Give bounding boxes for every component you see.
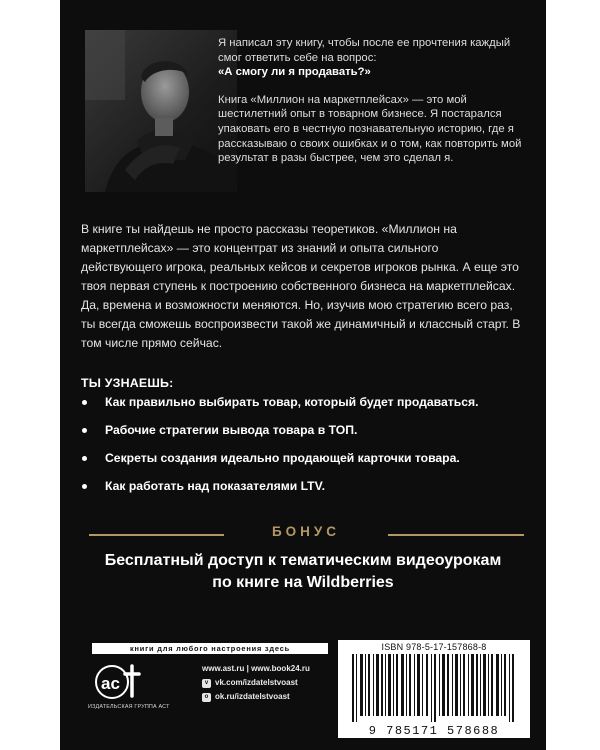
intro-question: «А смогу ли я продавать?» — [218, 66, 371, 79]
list-item — [81, 394, 511, 411]
learn-heading: ТЫ УЗНАЕШЬ: — [81, 376, 174, 390]
bonus-label: БОНУС — [271, 524, 341, 539]
intro-line: Я написал эту книгу, чтобы после ее прочтения каждый смог ответить себе на вопрос: — [218, 37, 511, 64]
ok-icon: o — [202, 693, 211, 702]
description-paragraph-1: В книге ты найдешь не просто рассказы теоретиков. «Миллион на маркетплейсах» — это концентрат из знаний и опыта сильного действующего игрока, реальных кейсов и секретов игроков рынка. А еще это твоя первая ступень к построению собственного бизнеса на маркетплейсах. — [81, 222, 519, 293]
vk-link[interactable] — [202, 676, 310, 690]
barcode-icon — [348, 654, 520, 722]
ast-logo-icon — [92, 660, 148, 700]
barcode-number: 9 785171 578688 — [368, 724, 500, 738]
bonus-divider-right — [388, 534, 524, 536]
description — [81, 220, 521, 353]
author-portrait-image — [85, 30, 237, 192]
bonus-line-2: по книге на Wildberries — [212, 574, 394, 591]
bullet-icon — [82, 456, 87, 461]
bullet-icon — [82, 484, 87, 489]
website-text: www.ast.ru | www.book24.ru — [202, 664, 310, 673]
intro-text — [218, 36, 536, 166]
bonus-line-1: Бесплатный доступ к тематическим видеоурокам — [104, 552, 502, 569]
list-item-text: Секреты создания идеально продающей карточки товара. — [105, 451, 460, 465]
isbn-barcode-block — [338, 640, 530, 738]
publisher-name: ИЗДАТЕЛЬСКАЯ ГРУППА АСТ — [88, 704, 170, 710]
author-photo — [85, 30, 237, 192]
bonus-text — [60, 550, 546, 594]
list-item — [81, 422, 511, 439]
list-item-text: Как правильно выбирать товар, который будет продаваться. — [105, 395, 479, 409]
website-link[interactable] — [202, 662, 310, 676]
publisher-tagline: книги для любого настроения здесь — [92, 643, 328, 654]
learn-list — [81, 394, 511, 506]
back-cover — [60, 0, 546, 750]
svg-text:ас: ас — [101, 674, 120, 693]
ok-text: ok.ru/izdatelstvoast — [215, 692, 290, 701]
list-item — [81, 478, 511, 495]
bullet-icon — [82, 428, 87, 433]
ast-logo — [92, 660, 148, 700]
isbn-number: ISBN 978-5-17-157868-8 — [381, 642, 487, 652]
intro-paragraph: Книга «Миллион на маркетплейсах» — это мой шестилетний опыт в товарном бизнесе. Я постарался упаковать его в честную познавательную историю, где я рассказываю о своих ошибках и о том, как повторить мой результат в разы быстрее, чем это сделал я. — [218, 93, 522, 165]
bonus-divider-left — [89, 534, 224, 536]
publisher-links — [202, 662, 310, 704]
list-item-text: Рабочие стратегии вывода товара в ТОП. — [105, 423, 358, 437]
vk-text: vk.com/izdatelstvoast — [215, 678, 298, 687]
vk-icon: v — [202, 679, 211, 688]
bullet-icon — [82, 400, 87, 405]
list-item-text: Как работать над показателями LTV. — [105, 479, 325, 493]
list-item — [81, 450, 511, 467]
description-paragraph-2: Да, времена и возможности меняются. Но, изучив мою стратегию всего раз, ты всегда сможешь воспроизвести такой же динамичный и классный старт. В том числе прямо сейчас. — [81, 298, 521, 350]
ok-link[interactable] — [202, 690, 310, 704]
